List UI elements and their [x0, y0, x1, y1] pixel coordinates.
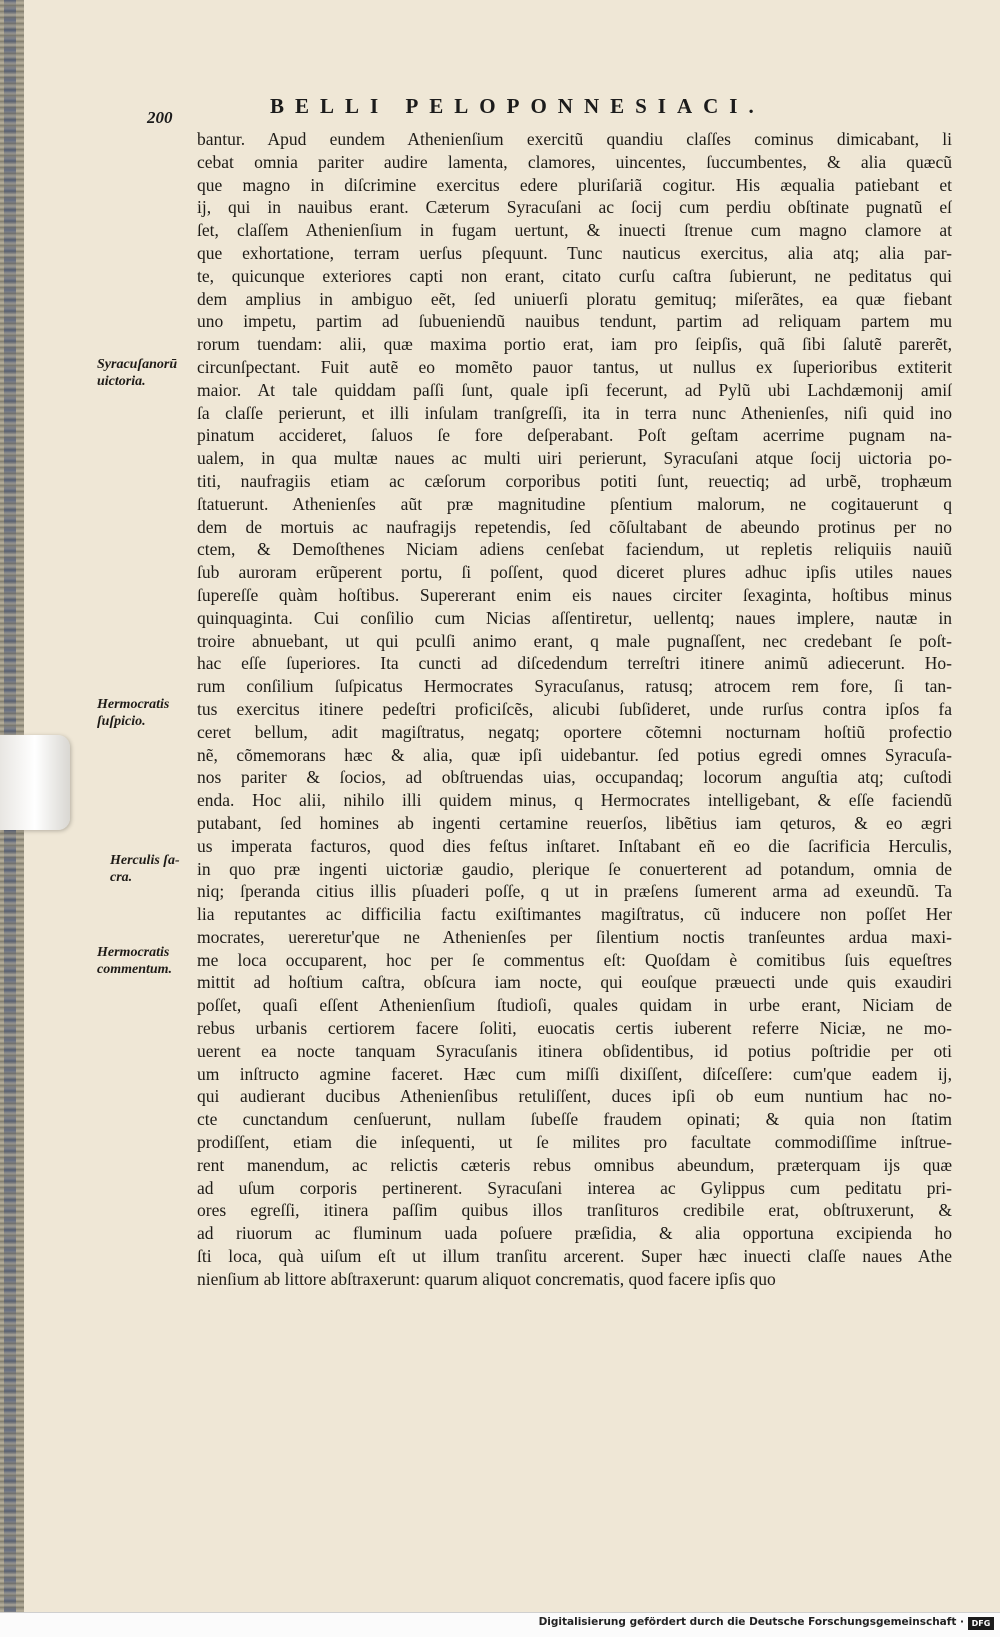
text-line: nos pariter & ſocios, ad obſtruendas uias, occupandaq; locorum anguſtia atq; cuſtodi	[197, 767, 952, 788]
text-line: tus exercitus itinere pedeſtri proficiſcẽs, alicubi ſubſideret, unde rurſus contra ipſos fa	[197, 698, 952, 719]
text-line: poſſet, quaſi eſſent Athenienſium ſtudioſi, quales quidam in urbe erant, Niciam de	[197, 995, 952, 1016]
text-line: que exhortatione, terram uerſus pſequunt. Tunc nauticus exercitus, alia atq; alia par-	[197, 242, 952, 263]
text-line: que magno in diſcrimine exercitus edere pluriſariã cogitur. His æqualia patiebant et	[197, 174, 952, 195]
marginal-note	[97, 944, 193, 978]
text-line: mittit ad hoſtium caſtra, obſcura iam nocte, qui eouſque præuecti unde quis exaudiri	[197, 972, 952, 993]
marginal-note-line: Herculis ſa-	[110, 853, 180, 868]
text-line: ſa claſſe perierunt, et illi inſulam tranſgreſſi, ita in terra nunc Athenienſes, niſi quid ino	[197, 402, 952, 423]
text-line: um inſtructo agmine faceret. Hæc cum miſſi dixiſſent, diſceſſere: cum'que eadem ij,	[197, 1063, 952, 1084]
text-line: mocrates, uereretur'que ne Athenienſes per ſilentium noctis tranſeuntes ardua maxi-	[197, 926, 952, 947]
text-line: dem amplius in ambiguo eẽt, ſed uniuerſi ploratu gemituq; miſerãtes, ea quæ fiebant	[197, 288, 952, 309]
text-line: rebus urbanis certiorem facere ſoliti, euocatis certis iuberent referre Niciæ, ne mo-	[197, 1018, 952, 1039]
text-line: uno impetu, partim ad ſubueniendũ nauibus tendunt, partim ad reliquam partem mu	[197, 311, 952, 332]
text-line: te, quicunque exteriores capti non erant, citato curſu caſtra ſubierunt, ne peditatus qui	[197, 265, 952, 286]
text-line: rorum tuendam: alii, quæ maxima portio erat, iam pro ſeipſis, quã ſibi ſalutẽ parerẽt,	[197, 334, 952, 355]
text-line: ctem, & Demoſthenes Niciam adiens cenſebat faciendum, ut repletis reliquiis nauiũ	[197, 539, 952, 560]
text-line: cte cunctandum cenſuerunt, nullam ſubeſſe fraudem opinati; & quia non ſtatim	[197, 1109, 952, 1130]
text-line: lia reputantes ac difficilia factu exiſtimantes magiſtratus, cũ inducere non poſſet Her	[197, 904, 952, 925]
marginal-note-line: Syracuſanorū	[97, 357, 178, 372]
dfg-logo: DFG	[968, 1617, 994, 1630]
marginal-note-line: commentum.	[97, 962, 173, 977]
page-clip	[0, 735, 70, 830]
text-line: in quo præ ingenti uictoriæ gaudio, plerique ſe conuerterent ad potandum, omnia de	[197, 858, 952, 879]
marginal-note-line: uictoria.	[97, 374, 146, 389]
marginal-note	[97, 356, 193, 390]
text-line: rum conſilium ſuſpicatus Hermocrates Syracuſanus, ratusq; atrocem rem fore, ſi tan-	[197, 676, 952, 697]
text-line: bantur. Apud eundem Athenienſium exercitũ quandiu claſſes cominus dimicabant, li	[197, 129, 952, 149]
running-head: BELLI PELOPONNESIACI.	[270, 94, 765, 118]
marginal-note-line: ſuſpicio.	[97, 714, 146, 729]
text-line: pinatum accideret, ſaluos ſe fore deſperabant. Poſt geſtam acerrime pugnam na-	[197, 425, 952, 446]
page-number: 200	[147, 108, 173, 127]
text-line: ceret bellum, adit magiſtratus, negatq; oportere cõtemni nocturnam hoſtiũ profectio	[197, 721, 952, 742]
marginal-note	[110, 852, 206, 886]
text-line: maior. At tale quiddam paſſi ſunt, quale ipſi fecerunt, ad Pylũ ubi Lachdæmonij amiſ	[197, 379, 952, 400]
text-line: uerent ea nocte tanquam Syracuſanis itinera obſidentibus, id potius poſtridie per oti	[197, 1040, 952, 1061]
marginal-note-line: cra.	[110, 870, 133, 885]
text-line: ſti loca, quà uiſum eſt ut illum tranſitu arcerent. Super hæc inuecti claſſe naues Athe	[197, 1246, 952, 1267]
text-line: ſupereſſe quàm hoſtibus. Supererant enim eis naues circiter ſexaginta, hoſtibus minus	[197, 584, 952, 605]
text-line: niq; ſperanda citius illis pſuaderi poſſe, q ut in præſens ſumerent arma ad exeundũ. Ta	[197, 881, 952, 902]
text-line: prodiſſent, etiam die inſequenti, ut ſe milites pro facultate commodiſſime inſtrue-	[197, 1132, 952, 1153]
text-line: me loca occuparent, hoc per ſe commentus eſt: Quoſdam è comitibus ſuis equeſtres	[197, 949, 952, 970]
digitization-credit: Digitalisierung gefördert durch die Deutsche Forschungsgemeinschaft ·	[538, 1616, 964, 1628]
text-line: ad riuorum ac fluminum uada poſuere præſidia, & alia opportuna excipienda ho	[197, 1223, 952, 1244]
text-line: qui audierant ducibus Athenienſibus retuliſſent, duces ipſi ob eum nuntium hac no-	[197, 1086, 952, 1107]
text-line: ſtatuerunt. Athenienſes aũt præ magnitudine pſentium malorum, ne cogitauerunt q	[197, 493, 952, 514]
text-line: us imperata facturos, quod dies feſtus inſtaret. Inſtabant eñ eo die ſacrificia Herculis,	[197, 835, 952, 856]
text-line: cebat omnia pariter audire lamenta, clamores, uincentes, ſuccumbentes, & alia quæcũ	[197, 151, 952, 172]
text-line: ſet, claſſem Athenienſium in fugam uertunt, & inuecti ſtrenue cum magno clamore at	[197, 220, 952, 241]
text-line: putabant, ſed homines ab ingenti certamine reuerſos, libẽtius iam qeturos, & eo ægri	[197, 812, 952, 833]
text-line: titi, naufragiis etiam ac cæſorum corporibus potiti ſunt, reuectiq; ad urbẽ, trophæum	[197, 470, 952, 491]
text-line: ores egreſſi, itinera paſſim quibus illos tranſituros credibile erat, obſtruxerunt, &	[197, 1200, 952, 1221]
text-line: ad uſum corporis pertinerent. Syracuſani interea ac Gylippus cum peditatu pri-	[197, 1177, 952, 1198]
marginal-note-line: Hermocratis	[97, 697, 170, 712]
text-line: ij, qui in nauibus erant. Cæterum Syracuſani ac ſocij cum perdiu obſtinate pugnatũ eſ	[197, 197, 952, 218]
text-line: circunſpectant. Fuit autẽ eo momẽto pauor tantus, ut nullus ex ſuperioribus extiterit	[197, 356, 952, 377]
text-line: enda. Hoc alii, nihilo illi quidem minus, q Hermocrates intelligebant, & eſſe faciendũ	[197, 790, 952, 811]
text-line: dem de mortuis ac naufragijs repetendis, ſed cõſultabant de abeundo protinus per no	[197, 516, 952, 537]
text-line: rent manendum, ac relictis cæteris rebus omnibus abeundum, præterquam ijs quæ	[197, 1154, 952, 1175]
text-line: troire abnuebant, ut qui pculſi animo erant, q male pugnaſſent, nec credebant ſe poſt-	[197, 630, 952, 651]
marginal-note-line: Hermocratis	[97, 945, 170, 960]
marginal-note	[97, 696, 193, 730]
body-text	[197, 128, 952, 1291]
text-line: nẽ, cõmemorans hæc & alia, quæ ipſi uidebantur. ſed potius egredi omnes Syracuſa-	[197, 744, 952, 765]
text-line: ſub auroram erũperent portu, ſi poſſent, quod diceret plures adhuc ipſis utiles naues	[197, 562, 952, 583]
text-line: hac eſſe ſuperiores. Ita cuncti ad diſcedendum terreſtri itinere animũ adiecerunt. Ho-	[197, 653, 952, 674]
text-line: quinquaginta. Cui conſilio cum Nicias aſſentiretur, uellentq; naues implere, nautæ in	[197, 607, 952, 628]
text-line: ualem, in qua multæ naues ac multi uiri perierunt, Syracuſani atque ſocij uictoria po-	[197, 448, 952, 469]
text-line: nienſium ab littore abſtraxerunt: quarum aliquot concrematis, quod facere ipſis quo	[197, 1268, 776, 1289]
